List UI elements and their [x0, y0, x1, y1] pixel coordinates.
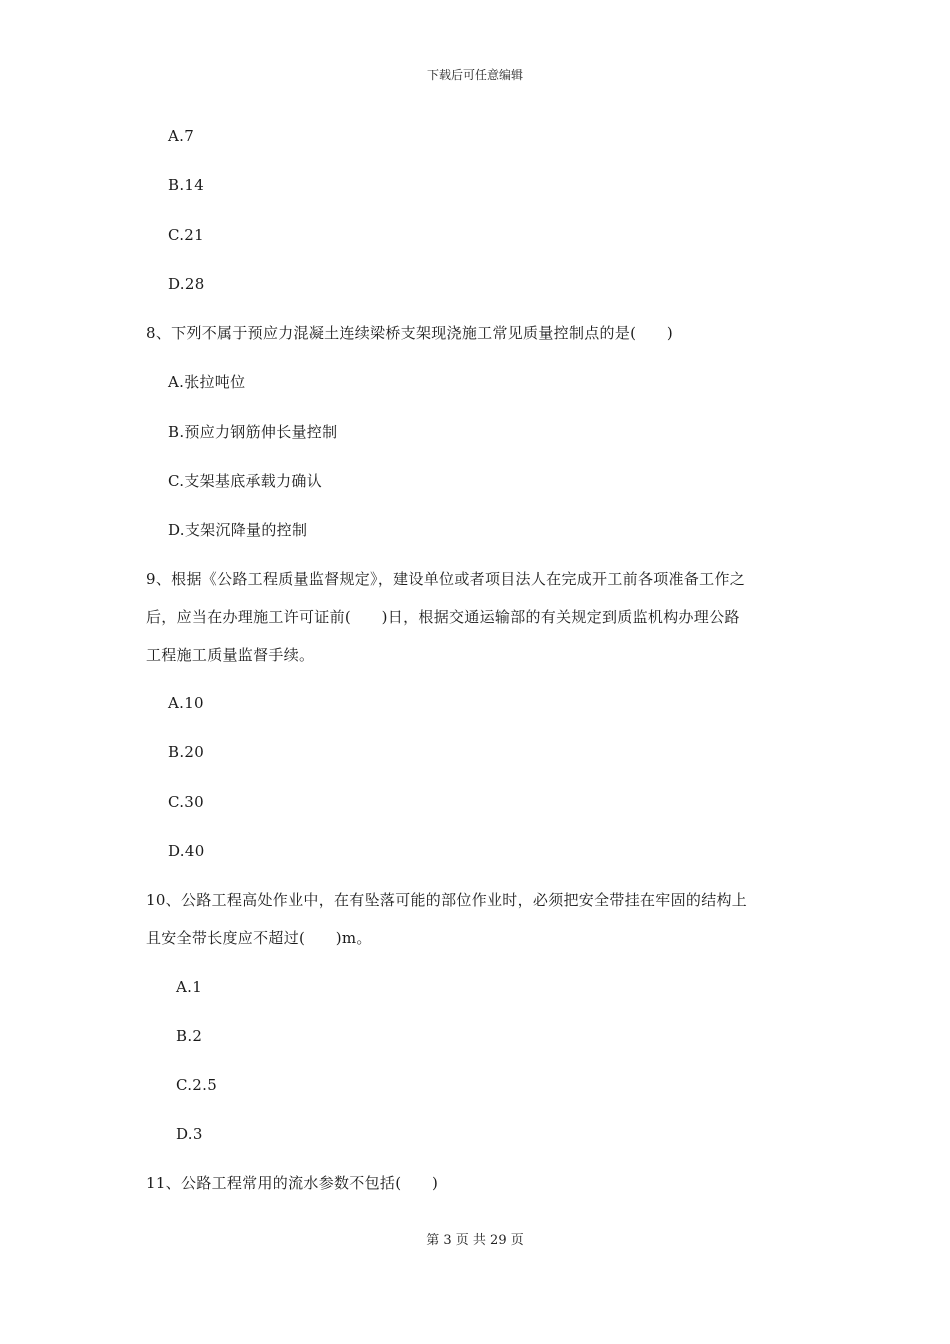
q8-option-d: D.支架沉降量的控制 [168, 521, 308, 539]
page-header: 下载后可任意编辑 [426, 68, 523, 82]
q9-stem-line-3: 工程施工质量监督手续。 [146, 646, 315, 664]
q9-stem-line-2: 后，应当在办理施工许可证前( )日，根据交通运输部的有关规定到质监机构办理公路 [146, 608, 740, 626]
q7-option-d: D.28 [168, 275, 205, 293]
q8-option-a: A.张拉吨位 [168, 373, 246, 391]
q8-stem: 8、下列不属于预应力混凝土连续梁桥支架现浇施工常见质量控制点的是( ) [146, 324, 674, 342]
q10-stem-line-1: 10、公路工程高处作业中，在有坠落可能的部位作业时，必须把安全带挂在牢固的结构上 [146, 891, 748, 909]
q11-stem: 11、公路工程常用的流水参数不包括( ) [146, 1174, 439, 1192]
q8-option-c: C.支架基底承载力确认 [168, 472, 323, 490]
q9-option-c: C.30 [168, 793, 204, 811]
q9-option-d: D.40 [168, 842, 205, 860]
page-footer: 第 3 页 共 29 页 [426, 1233, 524, 1248]
q10-option-b: B.2 [176, 1027, 203, 1045]
q7-option-a: A.7 [168, 127, 195, 145]
q10-option-c: C.2.5 [176, 1076, 218, 1094]
q9-stem-line-1: 9、根据《公路工程质量监督规定》，建设单位或者项目法人在完成开工前各项准备工作之 [146, 570, 746, 588]
q9-option-b: B.20 [168, 743, 205, 761]
q10-stem-line-2: 且安全带长度应不超过( )m。 [146, 929, 372, 947]
q7-option-b: B.14 [168, 176, 205, 194]
q10-option-d: D.3 [176, 1125, 203, 1143]
q9-option-a: A.10 [168, 694, 204, 712]
q8-option-b: B.预应力钢筋伸长量控制 [168, 423, 338, 441]
q10-option-a: A.1 [176, 978, 203, 996]
q7-option-c: C.21 [168, 226, 204, 244]
